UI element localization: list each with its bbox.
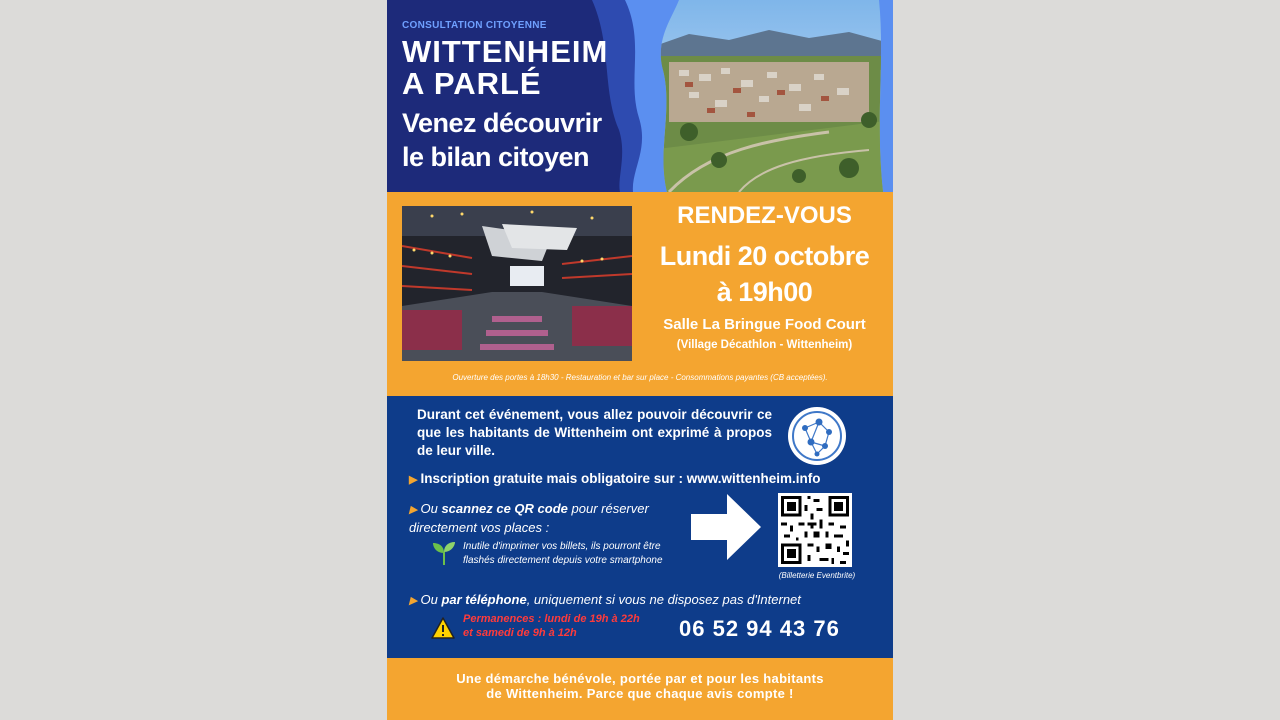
footer-section: [387, 658, 893, 720]
subtitle-line-1: Venez découvrir: [402, 108, 602, 138]
header-kicker: CONSULTATION CITOYENNE: [402, 20, 547, 31]
phone-hours: [463, 612, 640, 640]
venue-interior-photo: [402, 206, 632, 361]
leaf-icon: [431, 540, 457, 566]
qr-prefix: Ou: [420, 501, 442, 516]
page-subtitle: [402, 106, 602, 174]
network-globe-logo: [787, 406, 847, 466]
bullet-triangle-icon: ▶: [409, 474, 418, 486]
qr-instruction: [409, 500, 674, 536]
event-time: à 19h00: [716, 277, 813, 307]
warning-icon: [431, 617, 455, 639]
event-date: Lundi 20 octobre: [659, 241, 870, 271]
phone-bold-text: par téléphone: [441, 592, 527, 607]
subtitle-line-2: le bilan citoyen: [402, 142, 590, 172]
qr-caption: (Billetterie Eventbrite): [778, 571, 856, 580]
phone-prefix: Ou: [420, 592, 442, 607]
bullet-triangle-icon: ▶: [409, 504, 418, 516]
footer-tagline: [397, 671, 883, 701]
no-print-note: Inutile d'imprimer vos billets, ils pourront être flashés directement depuis votre smartphone: [463, 541, 663, 566]
registration-text: Inscription gratuite mais obligatoire sur : www.wittenheim.info: [420, 471, 821, 486]
footer-line-1: Une démarche bénévole, portée par et pour les habitants: [456, 671, 824, 686]
doors-note: Ouverture des portes à 18h30 - Restauration et bar sur place - Consommations payantes (CB acceptées).: [452, 373, 828, 382]
phone-number[interactable]: 06 52 94 43 76: [679, 616, 840, 641]
arrow-right-icon: [691, 494, 761, 560]
event-venue: Salle La Bringue Food Court: [663, 316, 866, 333]
phone-hours-line-1: Permanences : lundi de 19h à 22h: [463, 613, 640, 625]
phone-suffix: , uniquement si vous ne disposez pas d'Internet: [526, 592, 801, 607]
page-title: [402, 36, 608, 100]
info-section: [387, 396, 893, 658]
registration-line: [409, 471, 821, 486]
poster: [387, 0, 893, 720]
event-datetime: [642, 238, 887, 310]
phone-line: [409, 592, 801, 607]
event-section: [387, 192, 893, 396]
event-venue-detail: (Village Décathlon - Wittenheim): [676, 339, 853, 351]
town-aerial-photo: [649, 0, 893, 192]
title-line-2: A PARLÉ: [402, 66, 542, 101]
event-heading: RENDEZ-VOUS: [677, 202, 852, 229]
title-line-1: WITTENHEIM: [402, 34, 609, 69]
bullet-triangle-icon: ▶: [409, 595, 418, 607]
qr-bold-text: scannez ce QR code: [441, 501, 568, 516]
phone-hours-line-2: et samedi de 9h à 12h: [463, 627, 577, 639]
footer-line-2: de Wittenheim. Parce que chaque avis compte !: [486, 686, 794, 701]
qr-code[interactable]: [778, 493, 852, 567]
qr-suffix: pour réserver directement vos places :: [409, 501, 649, 535]
header-section: [387, 0, 893, 192]
intro-text: Durant cet événement, vous allez pouvoir découvrir ce que les habitants de Wittenheim ont exprimé à propos de leur ville.: [417, 407, 772, 458]
